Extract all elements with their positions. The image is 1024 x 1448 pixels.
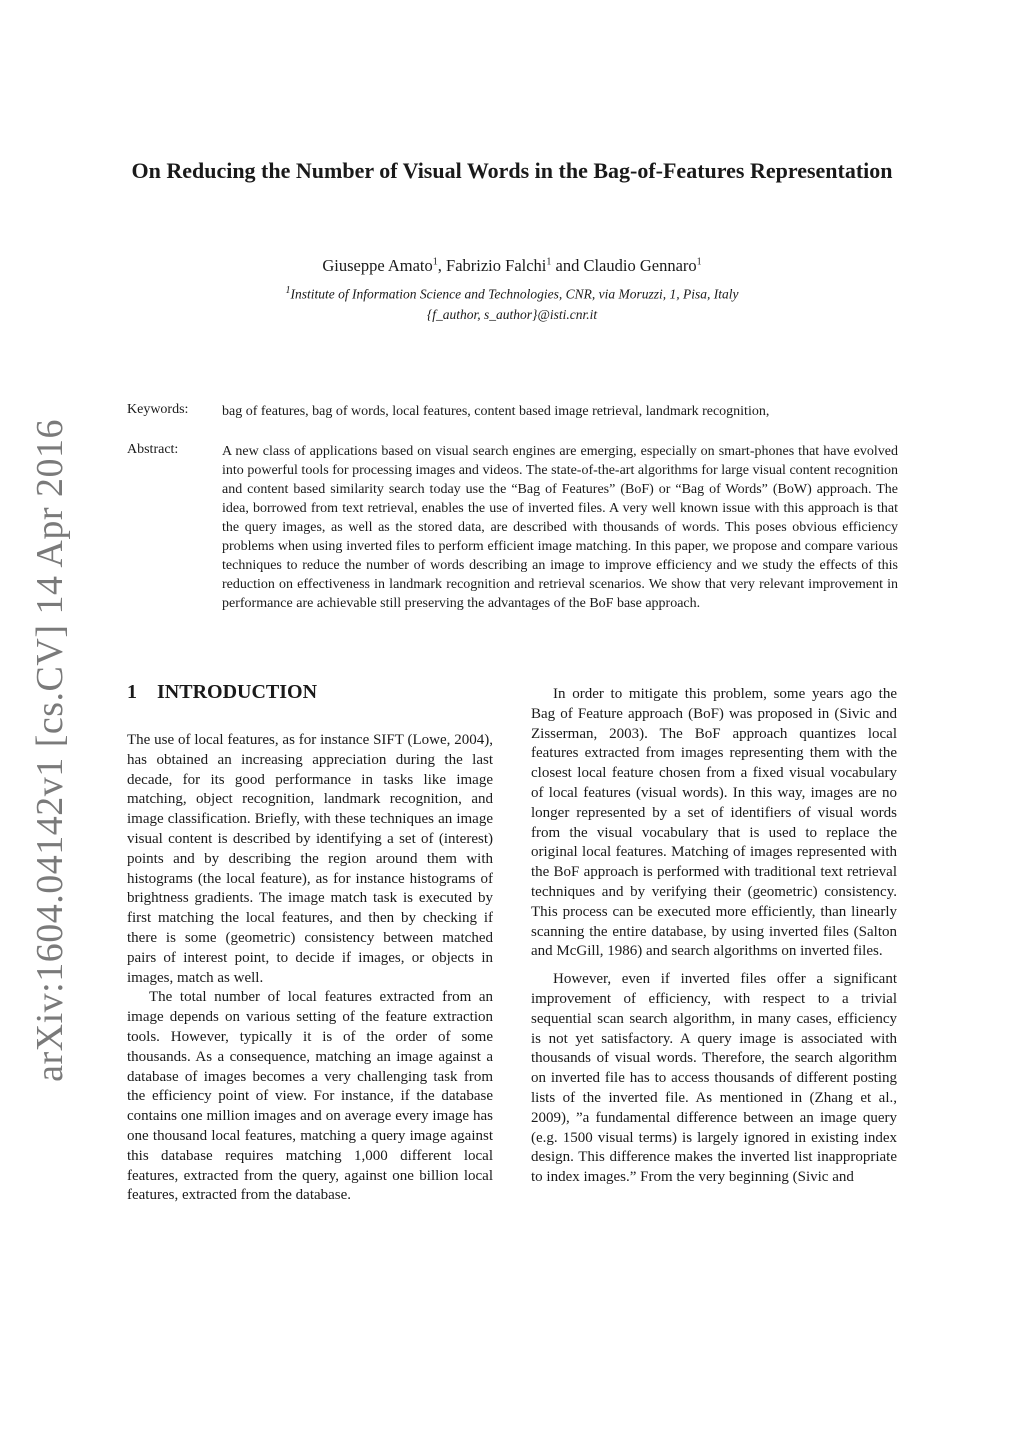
arxiv-stamp-text: arXiv:1604.04142v1 [cs.CV] 14 Apr 2016 — [29, 418, 71, 1082]
affiliation-mark: 1 — [432, 256, 438, 268]
affiliation-mark: 1 — [546, 256, 552, 268]
affiliation-institute: Institute of Information Science and Technologies, CNR, via Moruzzi, 1, Pisa, Italy — [290, 286, 739, 302]
right-column — [531, 685, 897, 1188]
section-heading — [127, 681, 317, 704]
affiliation-block — [100, 281, 924, 325]
author-list — [100, 256, 924, 276]
paper-title: On Reducing the Number of Visual Words in the Bag-of-Features Representation — [131, 158, 893, 183]
author-name: Fabrizio Falchi — [446, 256, 547, 275]
left-column — [127, 731, 493, 1206]
section-number: 1 — [127, 681, 137, 703]
author-name: Claudio Gennaro — [583, 256, 697, 275]
affiliation-mark: 1 — [285, 285, 291, 296]
keywords-text: bag of features, bag of words, local features, content based image retrieval, landmark recognition, — [222, 404, 770, 419]
affiliation-mark: 1 — [696, 256, 702, 268]
abstract-label: Abstract: — [127, 442, 179, 457]
section-title: INTRODUCTION — [157, 681, 318, 703]
keywords-label: Keywords: — [127, 402, 189, 417]
abstract-text: A new class of applications based on visual search engines are emerging, especially on smart-phones that have evolved into powerful tools for processing images and videos. The state-of-the-art algorithms for large visual content recognition and content based similarity search today use the “Bag of Features” (BoF) or “Bag of Words” (BoW) approach. The idea, borrowed from text retrieval, enables the use of inverted files. A very well known issue with this approach is that the query images, as well as the stored data, are described with thousands of words. This poses obvious efficiency problems when using inverted files to perform efficient image matching. In this paper, we propose and compare various techniques to reduce the number of words describing an image to improve efficiency and we study the effects of this reduction on effectiveness in landmark recognition and retrieval scenarios. We show that very relevant improvement in performance are achievable still preserving the advantages of the BoF base approach. — [222, 444, 898, 611]
author-name: Giuseppe Amato — [322, 256, 433, 275]
paragraph: However, even if inverted files offer a significant improvement of efficiency, with respect to a trivial sequential scan search algorithm, in many cases, efficiency is not yet satisfactory. A query image is associated with thousands of visual words. Therefore, the search algorithm on inverted file has to access thousands of different posting lists of the inverted file. As mentioned in (Zhang et al., 2009), ”a fundamental difference between an image query (e.g. 1500 visual terms) is largely ignored in existing index design. This difference makes the inverted list inappropriate to index images.” From the very beginning (Sivic and — [531, 971, 897, 1186]
arxiv-stamp — [29, 418, 71, 1082]
paragraph: In order to mitigate this problem, some years ago the Bag of Feature approach (BoF) was proposed in (Sivic and Zisserman, 2003). The BoF approach quantizes local features extracted from images representing them with the closest local feature chosen from a fixed visual vocabulary of local features (visual words). In this way, images are no longer represented by a set of identifiers of visual words from the visual vocabulary that is used to replace the original local features. Matching of images represented with the BoF approach is performed with traditional text retrieval techniques and by verifying their (geometric) consistency. This process can be executed more efficiently, than linearly scanning the entire database, by using inverted files (Salton and McGill, 1986) and search algorithms on inverted files. — [531, 686, 897, 960]
paragraph: The use of local features, as for instance SIFT (Lowe, 2004), has obtained an increasing appreciation during the last decade, for its good performance in tasks like image matching, object recognition, landmark recognition, and image classification. Briefly, with these techniques an image visual content is described by identifying a set of (interest) points and by describing the region around them with histograms (the local feature), as for instance histograms of brightness gradients. The image match task is executed by first matching the local features, and then by checking if there is some (geometric) consistency between matched pairs of interest point, to decide if images, or objects in images, match as well. — [127, 732, 493, 986]
affiliation-email: {f_author, s_author}@isti.cnr.it — [426, 306, 598, 322]
author-and: and — [551, 256, 584, 275]
paragraph: The total number of local features extracted from an image depends on various setting of the feature extraction tools. However, typically it is of the order of some thousands. As a consequence, matching an image against a database of images becomes a very challenging task from the efficiency point of view. For instance, if the database contains one million images and on average every image has one thousand local features, matching a query image against this database requires matching 1,000 different local features, extracted from the query, against one billion local features, extracted from the database. — [127, 989, 493, 1204]
author-separator: , — [437, 256, 447, 275]
